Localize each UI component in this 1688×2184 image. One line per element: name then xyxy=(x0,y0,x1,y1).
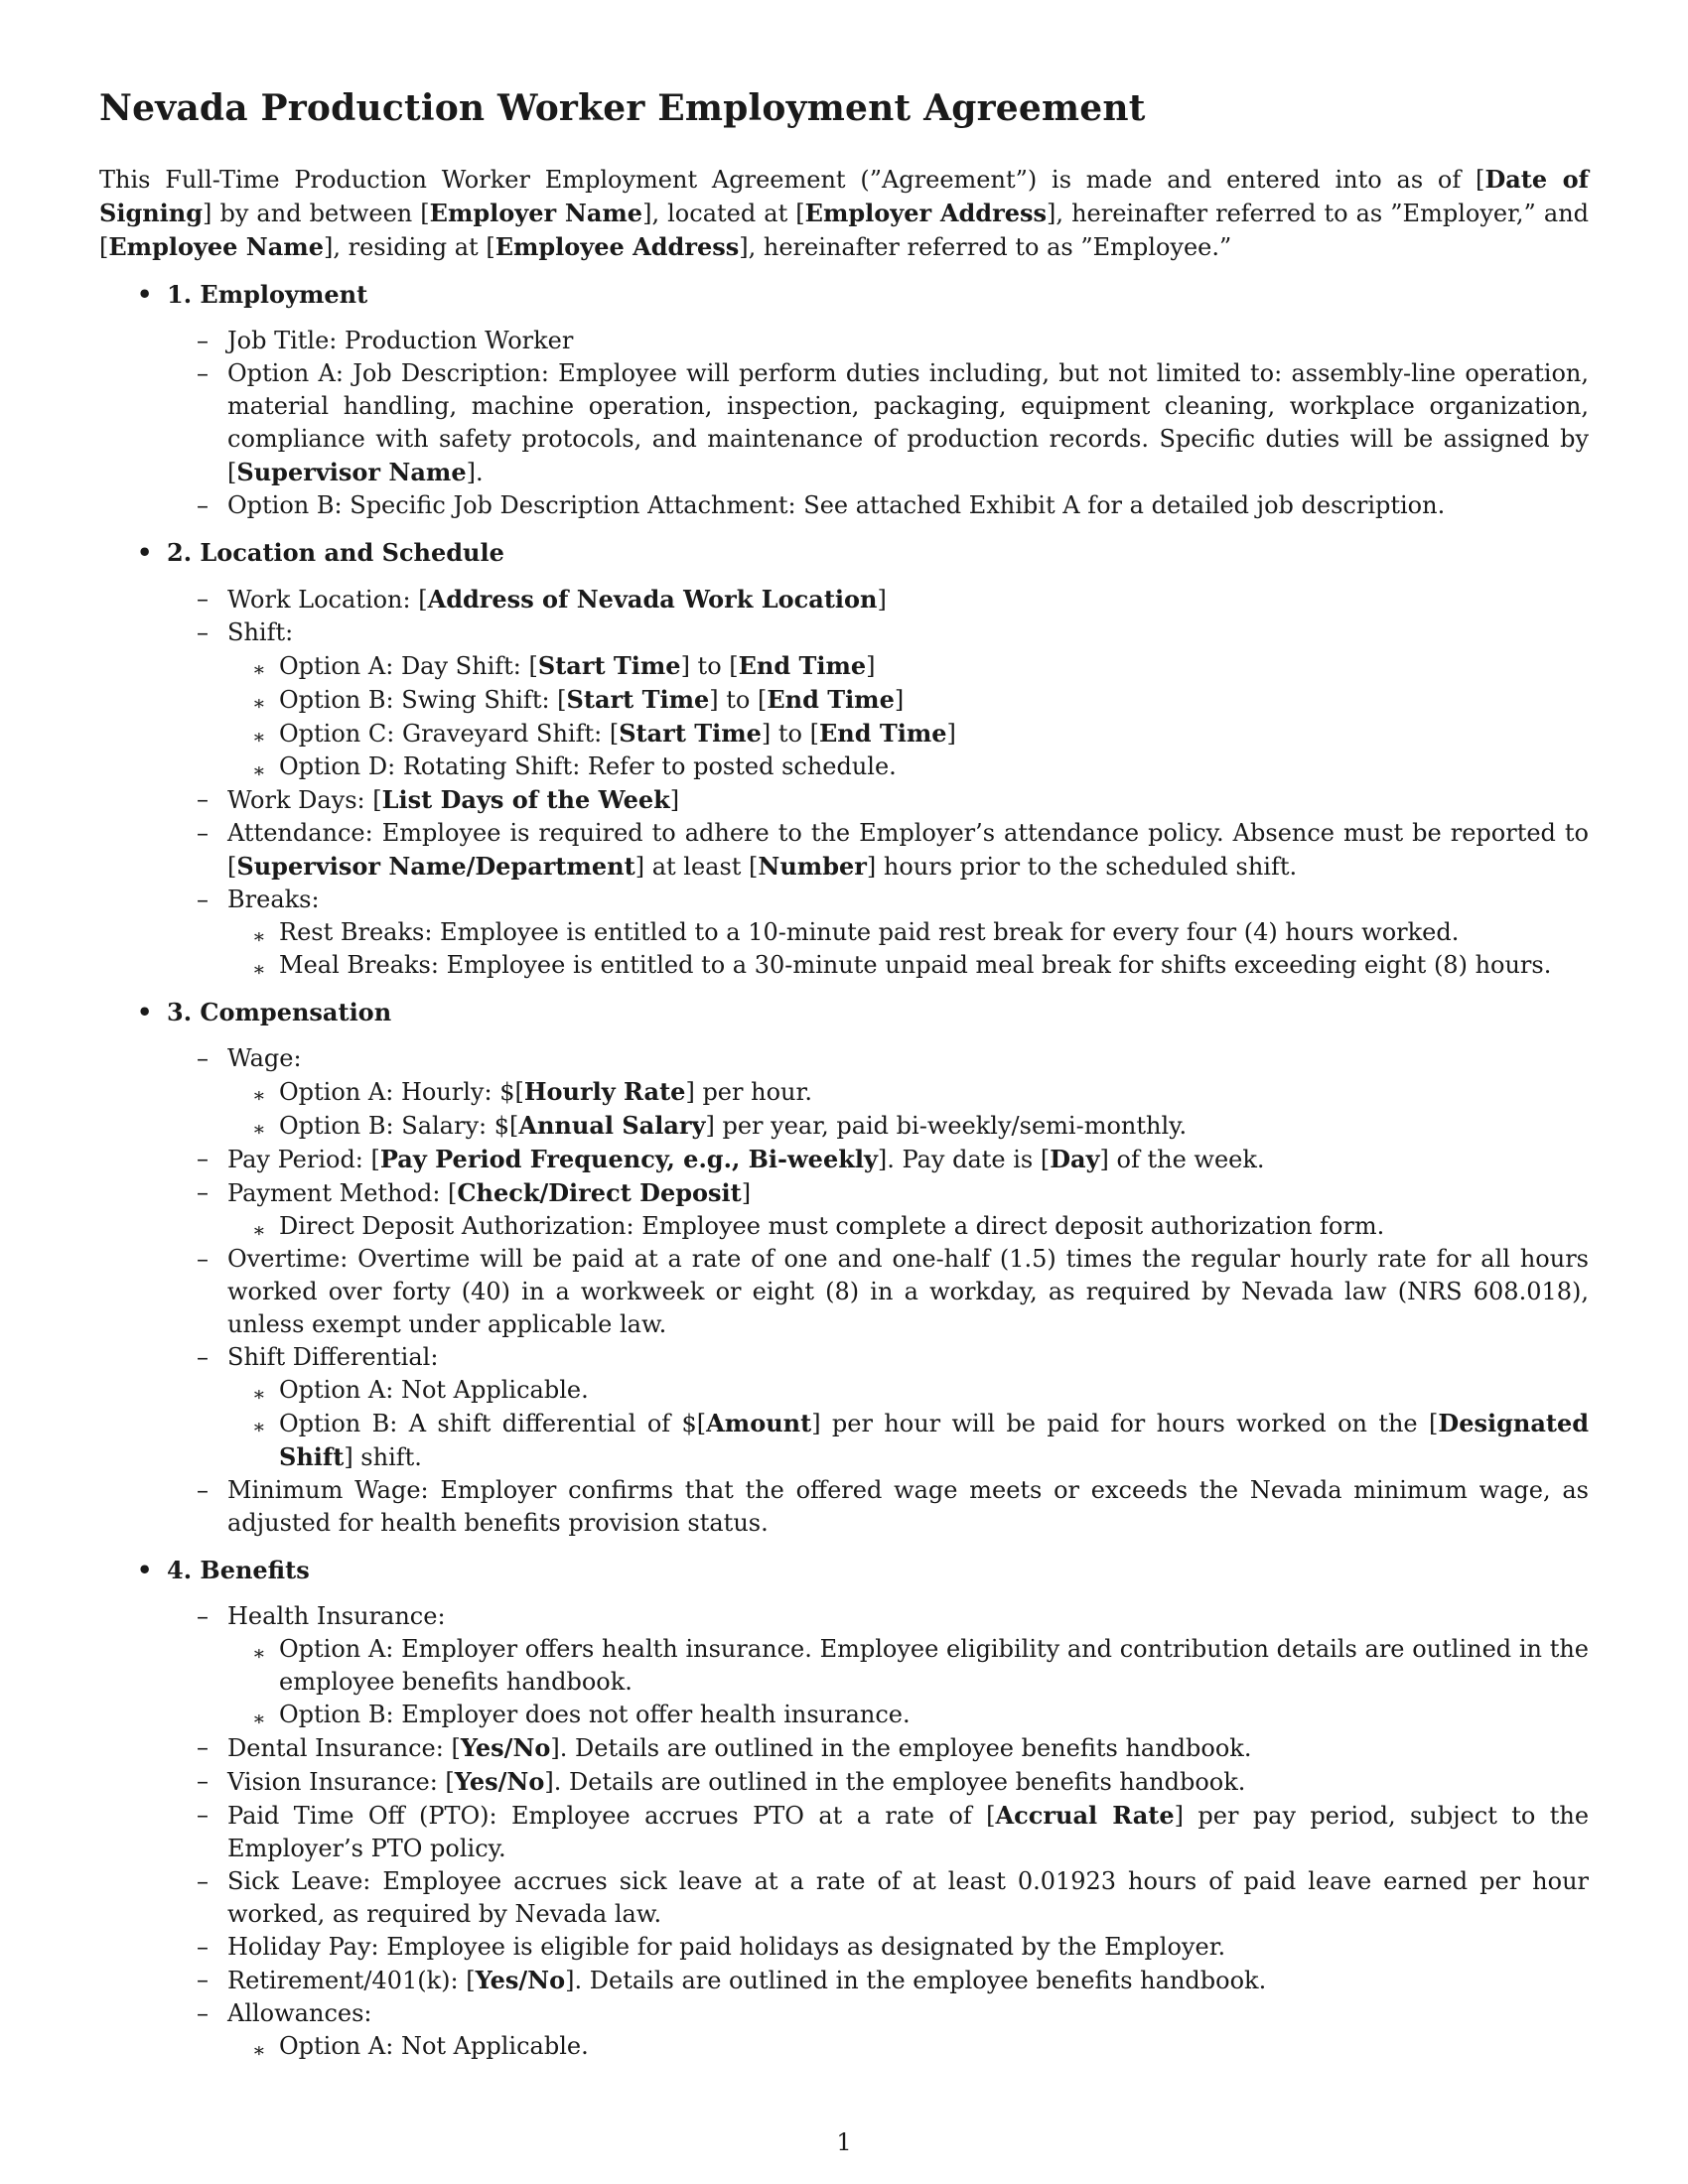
list-item: – Payment Method: [Check/Direct Deposit] xyxy=(197,1178,752,1207)
sub-list-item: ∗ Option B: Swing Shift: [Start Time] to [End Time] xyxy=(252,685,905,715)
list-item: – Wage: xyxy=(197,1044,302,1072)
sub-list-item: ∗ Option C: Graveyard Shift: [Start Time] to [End Time] xyxy=(252,719,956,749)
list-item: – Job Title: Production Worker xyxy=(197,327,574,354)
section-heading: • 1. Employment xyxy=(137,280,368,309)
section-heading: • 2. Location and Schedule xyxy=(137,538,504,567)
document-title: Nevada Production Worker Employment Agreement xyxy=(99,87,1146,129)
section-employment xyxy=(99,278,1589,522)
list-item: – Option B: Specific Job Description Attachment: See attached Exhibit A for a detailed job description. xyxy=(197,491,1446,519)
list-item: – Pay Period: [Pay Period Frequency, e.g., Bi-weekly]. Pay date is [Day] of the week. xyxy=(197,1145,1265,1173)
sub-list-item: ∗ Meal Breaks: Employee is entitled to a 30-minute unpaid meal break for shifts exceeding eight (8) hours. xyxy=(252,951,1552,981)
document-page xyxy=(99,87,1589,2063)
sub-list-item: ∗ Option A: Day Shift: [Start Time] to [End Time] xyxy=(252,651,876,681)
list-item: – Shift Differential: xyxy=(197,1343,439,1371)
sub-list-item: ∗ Rest Breaks: Employee is entitled to a 10-minute paid rest break for every four (4) hours worked. xyxy=(252,918,1460,948)
section-heading: • 3. Compensation xyxy=(137,998,392,1026)
sub-list-item: ∗ Option D: Rotating Shift: Refer to posted schedule. xyxy=(252,752,897,782)
sub-list-item: ∗ Option B: Employer does not offer health insurance. xyxy=(252,1701,911,1730)
sub-list-item: ∗ Option A: Employer offers health insurance. Employee eligibility and contribution details are outlined in the employee benefits handbook. xyxy=(252,1635,1589,1696)
sub-list-item: ∗ Option A: Not Applicable. xyxy=(252,2032,589,2062)
page-number: 1 xyxy=(836,2128,852,2156)
list-item: – Option A: Job Description: Employee will perform duties including, but not limited to: assembly-line operation, material handling, machine operation, inspection, packaging, equipment cleaning, workplace organization, compliance with safety protocols, and maintenance of production records. Specific duties will be assigned by [Supervisor Name]. xyxy=(197,359,1589,486)
section-location-schedule xyxy=(99,536,1589,982)
list-item: – Overtime: Overtime will be paid at a rate of one and one-half (1.5) times the regular hourly rate for all hours worked over forty (40) in a workweek or eight (8) in a workday, as required by Nevada law (NRS 608.018), unless exempt under applicable law. xyxy=(197,1245,1589,1338)
section-compensation xyxy=(99,996,1589,1540)
list-item: – Minimum Wage: Employer confirms that the offered wage meets or exceeds the Nevada minimum wage, as adjusted for health benefits provision status. xyxy=(197,1476,1589,1537)
sub-list-item: ∗ Option A: Hourly: $[Hourly Rate] per hour. xyxy=(252,1077,812,1107)
list-item: – Paid Time Off (PTO): Employee accrues PTO at a rate of [Accrual Rate] per pay period, subject to the Employer’s PTO policy. xyxy=(197,1801,1590,1862)
list-item: – Work Location: [Address of Nevada Work Location] xyxy=(197,585,887,614)
sub-list-item: ∗ Direct Deposit Authorization: Employee must complete a direct deposit authorization form. xyxy=(252,1212,1385,1242)
sub-list-item: ∗ Option B: A shift differential of $[Amount] per hour will be paid for hours worked on the [Designated Shift] shift. xyxy=(252,1409,1590,1471)
list-item: – Dental Insurance: [Yes/No]. Details are outlined in the employee benefits handbook. xyxy=(197,1733,1252,1762)
section-heading: • 4. Benefits xyxy=(137,1556,310,1584)
sub-list-item: ∗ Option B: Salary: $[Annual Salary] per year, paid bi-weekly/semi-monthly. xyxy=(252,1111,1188,1141)
section-benefits xyxy=(99,1554,1589,2063)
list-item: – Holiday Pay: Employee is eligible for paid holidays as designated by the Employer. xyxy=(197,1933,1226,1961)
list-item: – Shift: xyxy=(197,618,294,646)
list-item: – Allowances: xyxy=(197,1999,372,2027)
list-item: – Work Days: [List Days of the Week] xyxy=(197,785,680,814)
list-item: – Vision Insurance: [Yes/No]. Details are outlined in the employee benefits handbook. xyxy=(197,1767,1246,1796)
list-item: – Retirement/401(k): [Yes/No]. Details are outlined in the employee benefits handbook. xyxy=(197,1966,1267,1994)
intro-paragraph: This Full-Time Production Worker Employment Agreement (”Agreement”) is made and entered into as of [Date of Signing] by and between [Employer Name], located at [Employer Address], hereinafter referred to as ”Employer,” and [Employee Name], residing at [Employee Address], hereinafter referred to as ”Employee.” xyxy=(99,165,1590,261)
list-item: – Attendance: Employee is required to adhere to the Employer’s attendance policy. Absence must be reported to [Supervisor Name/Department] at least [Number] hours prior to the scheduled shift. xyxy=(197,819,1589,881)
list-item: – Health Insurance: xyxy=(197,1602,446,1630)
sub-list-item: ∗ Option A: Not Applicable. xyxy=(252,1376,589,1406)
list-item: – Breaks: xyxy=(197,886,320,913)
list-item: – Sick Leave: Employee accrues sick leave at a rate of at least 0.01923 hours of paid leave earned per hour worked, as required by Nevada law. xyxy=(197,1867,1589,1928)
